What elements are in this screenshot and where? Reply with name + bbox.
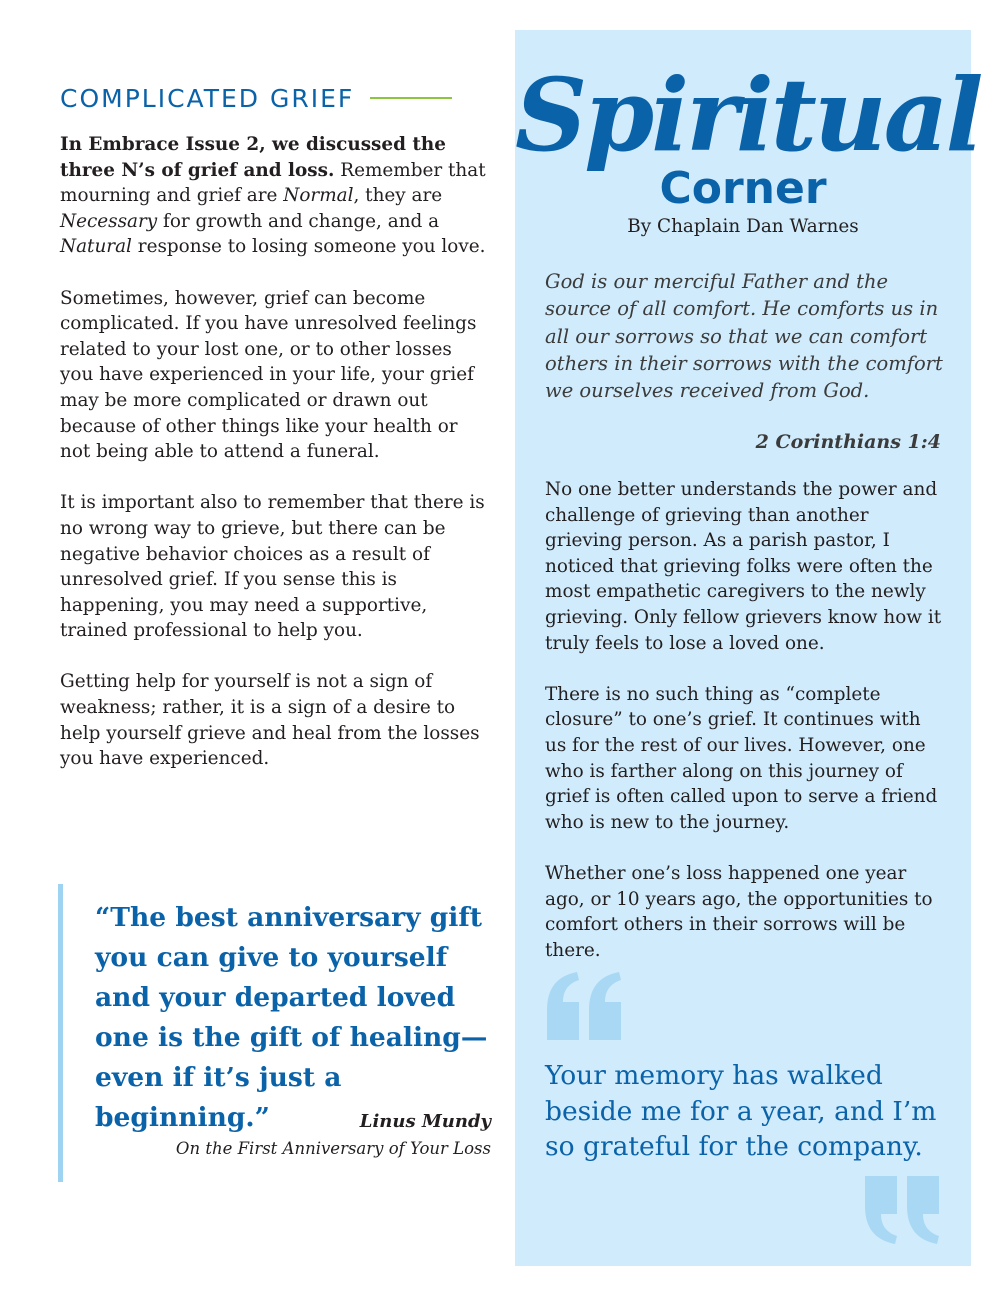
sidebar-paragraph-3: Whether one’s loss happened one year ago, or 10 years ago, the opportunities to comfort others in their sorrows will be there.: [545, 862, 933, 961]
script-title: Spiritual: [515, 56, 981, 174]
sidebar-body: [545, 477, 945, 989]
paragraph-three-ns: [60, 132, 490, 260]
emphasis-natural: Natural: [60, 236, 132, 258]
scripture-quote: God is our merciful Father and the source of all comfort. He comforts us in all our sorrows so that we can comfort others in their sorrows with the comfort we ourselves received from God.: [545, 270, 943, 403]
close-quote-icon: [861, 1174, 943, 1246]
open-quote-icon: [543, 970, 625, 1042]
spiritual-corner-sidebar: [515, 30, 981, 1266]
pull-quote-author: Linus Mundy: [359, 1111, 491, 1132]
scripture-reference: 2 Corinthians 1:4: [755, 431, 941, 453]
sidebar-paragraph-1: No one better understands the power and challenge of grieving than another grieving person. As a parish pastor, I noticed that grieving folks were often the most empathetic caregivers to the newly grieving. Only fellow grievers know how it truly feels to lose a loved one.: [545, 479, 942, 654]
emphasis-normal: Normal: [283, 185, 354, 207]
sidebar-quote: Your memory has walked beside me for a year, and I’m so grateful for the company.: [545, 1060, 937, 1162]
section-heading: COMPLICATED GRIEF: [60, 83, 355, 113]
text-run: , they are: [353, 185, 443, 207]
emphasis-necessary: Necessary: [60, 210, 158, 232]
lead-bold: In Embrace Issue 2, we discussed the three N’s of grief and loss.: [60, 134, 446, 181]
paragraph-complicated: Sometimes, however, grief can become complicated. If you have unresolved feelings related to your lost one, or to other losses you have experienced in your life, your grief may be more complicated or drawn out because of other things like your health or not being able to attend a funeral.: [60, 287, 477, 463]
byline: By Chaplain Dan Warnes: [627, 216, 859, 237]
text-run: for growth and change, and a: [157, 210, 440, 232]
paragraph-getting-help: Getting help for yourself is not a sign of weakness; rather, it is a sign of a desire to help yourself grieve and heal from the losses you have experienced.: [60, 671, 480, 770]
paragraph-no-wrong-way: It is important also to remember that there is no wrong way to grieve, but there can be negative behavior choices as a result of unresolved grief. If you sense this is happening, you may need a supportive, trained professional to help you.: [60, 492, 485, 642]
text-run: Remember that mourning and grief are: [60, 159, 486, 207]
text-run: response to losing someone you love.: [131, 236, 486, 258]
section-heading-row: [60, 78, 490, 118]
corner-title: Corner: [659, 163, 827, 214]
left-column: [60, 78, 490, 797]
pull-quote-text: “The best anniversary gift you can give to yourself and your departed loved one is the gift of healing—even if it’s just a beginning.”: [95, 902, 488, 1133]
sidebar-paragraph-2: There is no such thing as “complete closure” to one’s grief. It continues with us for the rest of our lives. However, one who is farther along on this journey of grief is often called upon to serve a friend who is new to the journey.: [545, 683, 938, 833]
pull-quote: [58, 884, 495, 1182]
pull-quote-source: On the First Anniversary of Your Loss: [175, 1139, 491, 1158]
heading-rule: [370, 97, 452, 99]
